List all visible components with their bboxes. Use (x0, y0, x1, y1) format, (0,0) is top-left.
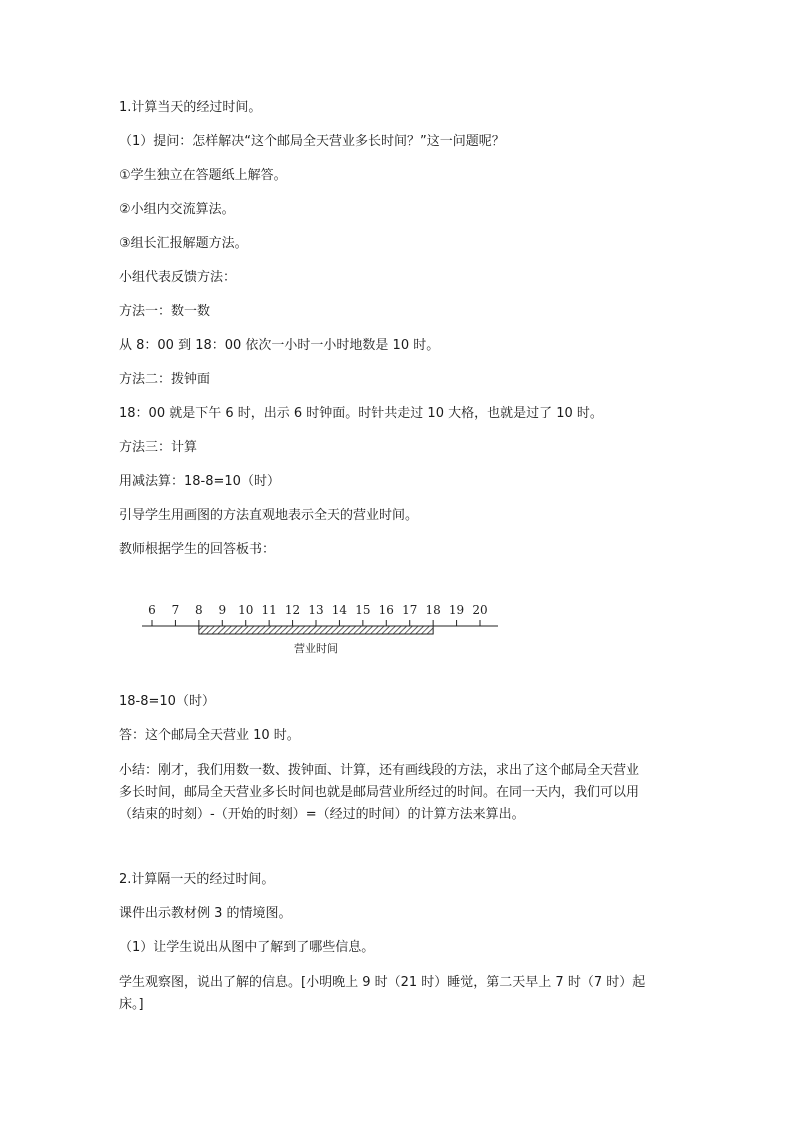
business-hours-bar (199, 626, 433, 634)
observation-line-2: 床。] (119, 997, 144, 1012)
method-3-text: 用减法算：18-8=10（时） (119, 474, 280, 489)
tick-label-16: 16 (378, 603, 394, 617)
tick-label-20: 20 (472, 603, 488, 617)
tick-label-13: 13 (308, 603, 324, 617)
summary-line-3: （结束的时刻）-（开始的时刻）=（经过的时间）的计算方法来算出。 (119, 807, 525, 822)
guide-text: 引导学生用画图的方法直观地表示全天的营业时间。 (119, 508, 419, 523)
equation: 18-8=10（时） (119, 694, 215, 709)
tick-label-6: 6 (148, 603, 156, 617)
method-2-text: 18：00 就是下午 6 时，出示 6 时钟面。时针共走过 10 大格，也就是过了 10 时。 (119, 406, 603, 421)
section2-question: （1）让学生说出从图中了解到了哪些信息。 (119, 940, 375, 955)
summary-line-1: 小结：刚才，我们用数一数、拨钟面、计算，还有画线段的方法，求出了这个邮局全天营业 (119, 763, 640, 778)
summary-line-2: 多长时间，邮局全天营业多长时间也就是邮局营业所经过的时间。在同一天内，我们可以用 (119, 785, 640, 800)
board-text: 教师根据学生的回答板书： (119, 542, 276, 557)
tick-label-14: 14 (331, 603, 348, 617)
method-1-text: 从 8：00 到 18：00 依次一小时一小时地数是 10 时。 (119, 338, 440, 353)
courseware-text: 课件出示教材例 3 的情境图。 (119, 906, 292, 921)
section2-heading: 2.计算隔一天的经过时间。 (119, 872, 275, 887)
tick-label-8: 8 (195, 603, 203, 617)
tick-label-7: 7 (171, 603, 180, 617)
step-1: ①学生独立在答题纸上解答。 (119, 168, 287, 183)
section1-heading: 1.计算当天的经过时间。 (119, 100, 262, 115)
step-2: ②小组内交流算法。 (119, 202, 235, 217)
summary (119, 760, 679, 826)
tick-label-12: 12 (284, 603, 301, 617)
tick-label-15: 15 (355, 603, 371, 617)
observation (119, 972, 679, 1016)
observation-line-1: 学生观察图，说出了解的信息。[小明晚上 9 时（21 时）睡觉，第二天早上 7 时（7 时）起 (119, 975, 646, 990)
tick-label-9: 9 (218, 603, 227, 617)
tick-label-19: 19 (448, 603, 465, 617)
answer: 答：这个邮局全天营业 10 时。 (119, 728, 300, 743)
method-1-title: 方法一：数一数 (119, 304, 211, 319)
method-3-title: 方法三：计算 (119, 440, 198, 455)
tick-label-17: 17 (402, 603, 418, 617)
feedback-intro: 小组代表反馈方法： (119, 270, 237, 285)
method-2-title: 方法二：拨钟面 (119, 372, 211, 387)
tick-label-11: 11 (261, 603, 277, 617)
tick-label-18: 18 (425, 603, 441, 617)
step-3: ③组长汇报解题方法。 (119, 236, 248, 251)
number-line-diagram (140, 598, 500, 658)
business-hours-label: 营业时间 (294, 642, 338, 655)
tick-label-10: 10 (238, 603, 254, 617)
section1-question: （1）提问：怎样解决“这个邮局全天营业多长时间？”这一问题呢？ (119, 134, 505, 149)
